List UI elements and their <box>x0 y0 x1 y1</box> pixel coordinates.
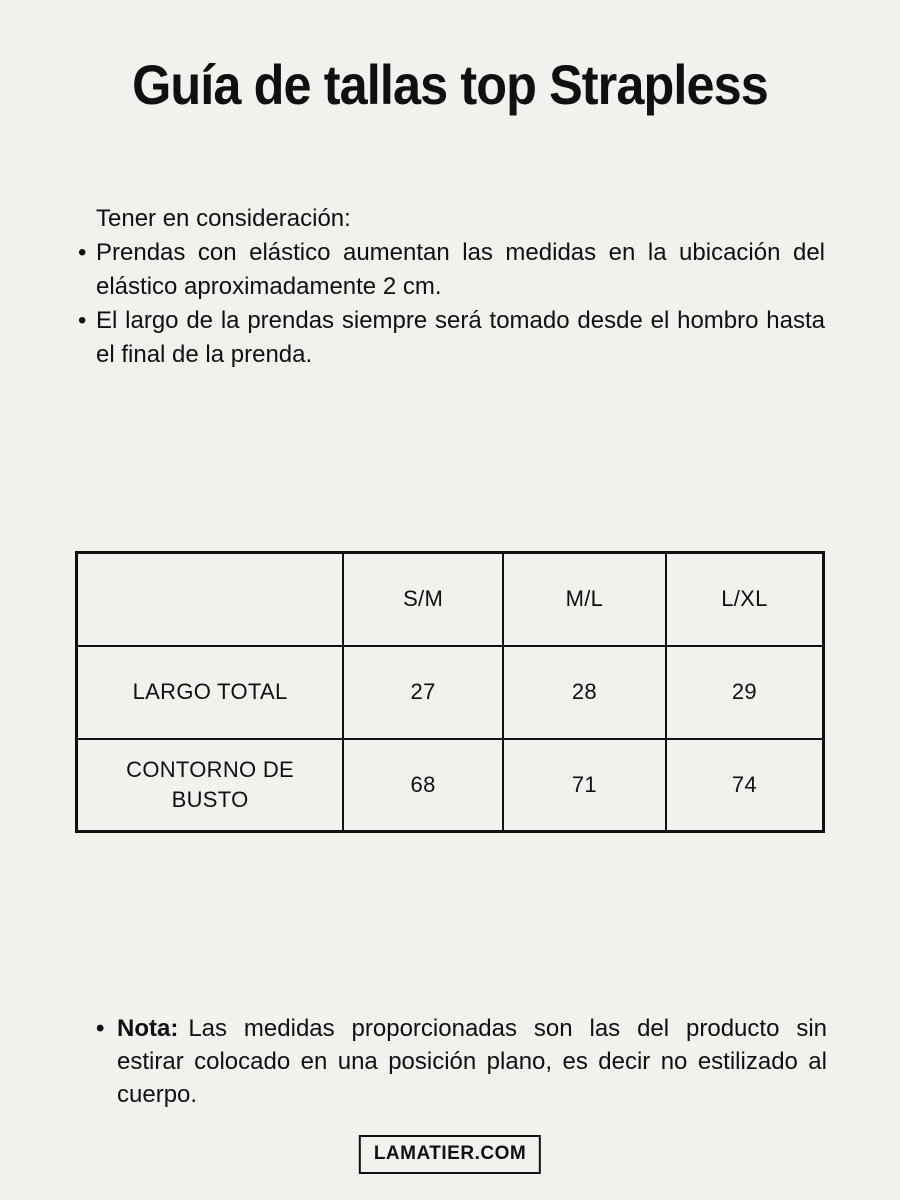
note-label: Nota: <box>117 1015 179 1042</box>
measurement-value: 74 <box>666 739 824 832</box>
brand-box <box>359 1135 541 1174</box>
measurement-label-text: LARGO TOTAL <box>132 679 288 704</box>
table-corner-cell <box>77 553 344 646</box>
page-title: Guía de tallas top Strapless <box>132 53 768 116</box>
table-row-largo-total <box>77 646 824 739</box>
size-guide-table <box>75 551 825 833</box>
considerations-section <box>96 202 825 372</box>
note-paragraph <box>117 1012 827 1111</box>
table-row-contorno-busto <box>77 739 824 832</box>
measurement-label-text: CONTORNO DE BUSTO <box>126 756 295 812</box>
measurement-value: 71 <box>503 739 666 832</box>
size-column-header-sm: S/M <box>343 553 503 646</box>
measurement-value: 29 <box>666 646 824 739</box>
considerations-list <box>96 236 825 372</box>
size-column-header-ml: M/L <box>503 553 666 646</box>
consideration-item: • Prendas con elástico aumentan las medidas en la ubicación del elástico aproximadamente 2 cm. <box>96 236 825 304</box>
measurement-label <box>77 739 344 832</box>
brand-text: LAMATIER.COM <box>373 1143 527 1164</box>
measurement-value: 27 <box>343 646 503 739</box>
measurement-value: 68 <box>343 739 503 832</box>
measurement-label <box>77 646 344 739</box>
size-column-header-lxl: L/XL <box>666 553 824 646</box>
consideration-item: • El largo de la prendas siempre será tomado desde el hombro hasta el final de la prenda. <box>96 304 825 372</box>
table-header-row <box>77 553 824 646</box>
note-text: Las medidas proporcionadas son las del producto sin estirar colocado en una posición plano, es decir no estilizado al cuerpo. <box>117 1015 827 1108</box>
considerations-intro: Tener en consideración: <box>96 205 351 232</box>
measurement-value: 28 <box>503 646 666 739</box>
